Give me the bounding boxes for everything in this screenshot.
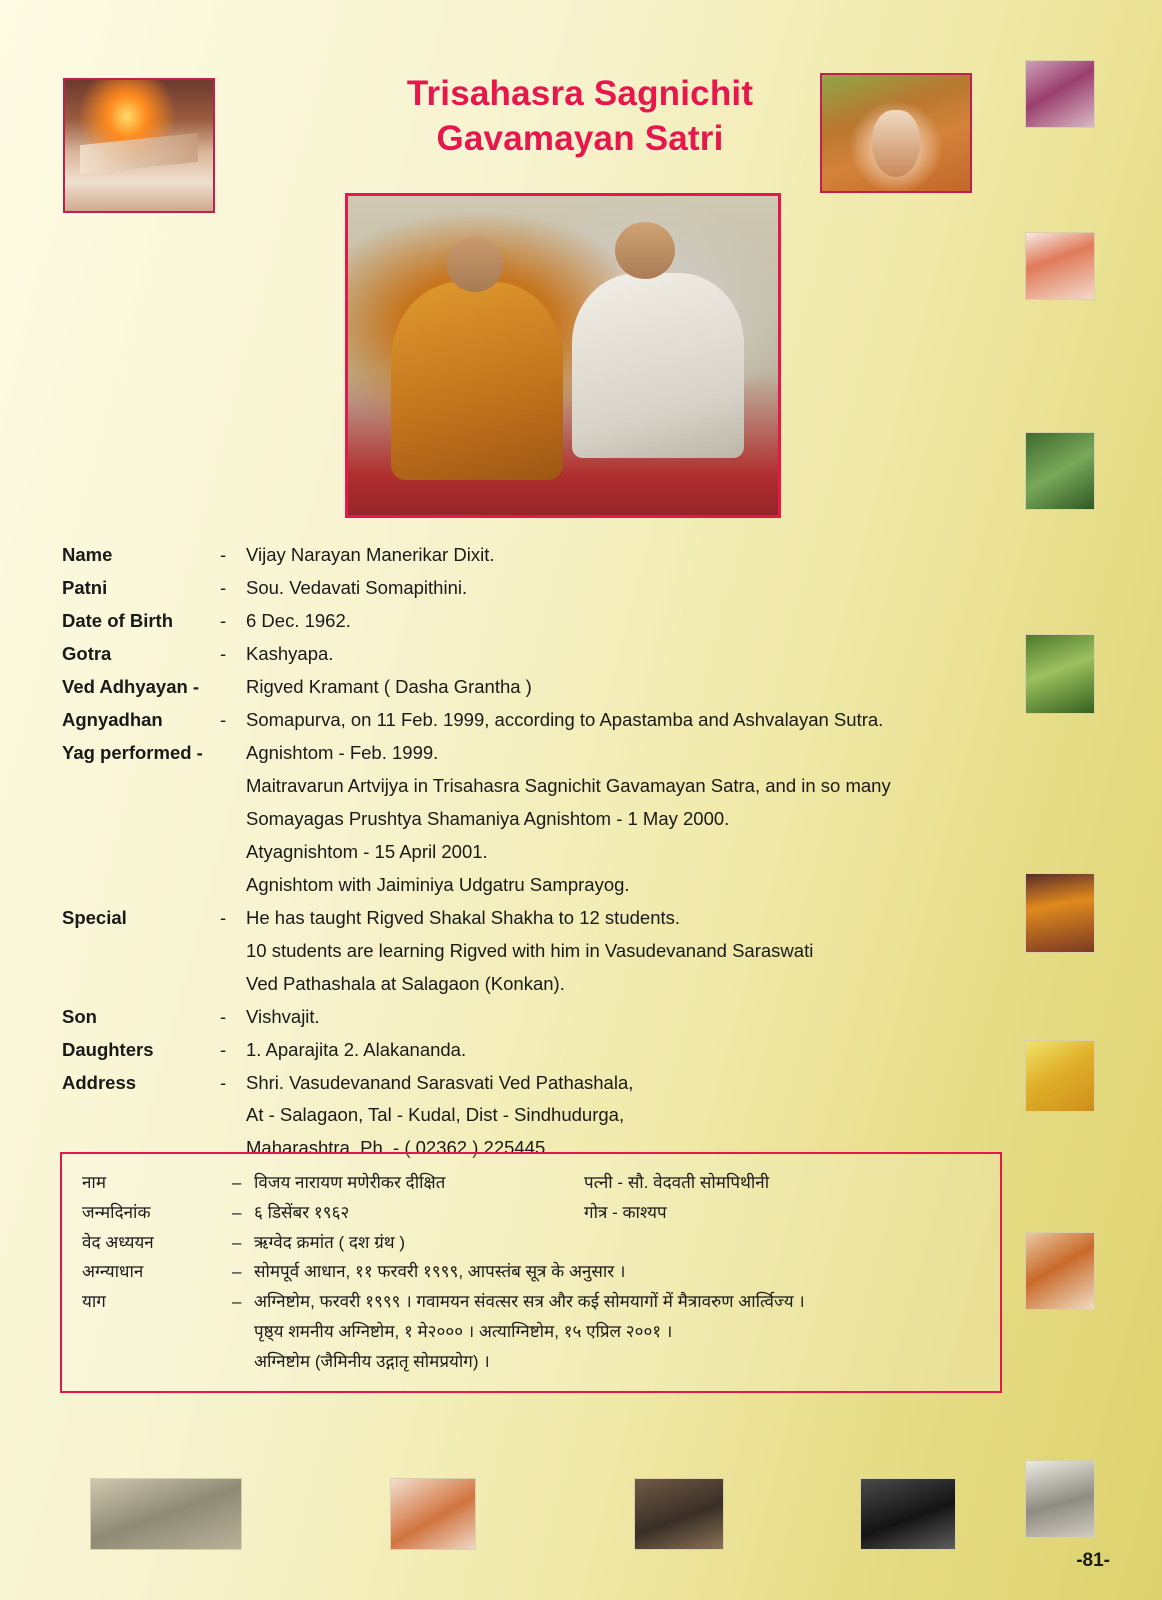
detail-value: 1. Aparajita 2. Alakananda.	[246, 1038, 467, 1060]
special-continuation-line: Ved Pathashala at Salagaon (Konkan).	[246, 972, 565, 994]
detail-label: Patni	[62, 576, 108, 598]
detail-row-special	[62, 903, 1002, 933]
devanagari-row-dob	[82, 1198, 980, 1228]
devanagari-value-secondary: पत्नी - सौ. वेदवती सोमपिथीनी	[584, 1173, 770, 1192]
detail-value: Rigved Kramant ( Dasha Grantha )	[246, 675, 532, 697]
detail-label: Ved Adhyayan -	[62, 675, 200, 697]
portrait-head-left	[447, 237, 503, 291]
devanagari-row-name	[82, 1168, 980, 1198]
detail-dash: -	[220, 708, 227, 730]
yag-continuation-line: Atyagnishtom - 15 April 2001.	[246, 840, 488, 862]
detail-dash: -	[220, 544, 227, 565]
title-line-1: Trisahasra Sagnichit	[406, 74, 754, 113]
detail-row-patni	[62, 573, 1002, 603]
detail-dash: -	[220, 1005, 227, 1027]
portrait-figure-right	[572, 273, 744, 458]
address-continuation-line: Maharashtra. Ph. - ( 02362 ) 225445	[246, 1137, 546, 1159]
detail-row-daughters	[62, 1035, 1002, 1065]
detail-label: Name	[62, 544, 113, 565]
cow-face-thumbnail	[390, 1478, 476, 1550]
title-line-2: Gavamayan Satri	[436, 118, 724, 158]
devanagari-row-yag	[82, 1287, 980, 1317]
devanagari-row-agnyadhan	[82, 1257, 980, 1287]
portrait-figure-left	[391, 282, 563, 480]
address-continuation-line: At - Salagaon, Tal - Kudal, Dist - Sindhudurga,	[246, 1104, 625, 1126]
special-continuation-line: 10 students are learning Rigved with him in Vasudevanand Saraswati	[246, 939, 814, 961]
devanagari-dash: –	[232, 1292, 242, 1311]
detail-value: Kashyapa.	[246, 642, 334, 664]
detail-row-ved-adhyayan	[62, 672, 1002, 702]
detail-value: Vishvajit.	[246, 1005, 320, 1027]
portrait-head-right	[615, 222, 675, 279]
couple-portrait-photo	[345, 193, 781, 518]
devanagari-value-secondary: गोत्र - काश्यप	[584, 1202, 667, 1222]
detail-row-yag-performed	[62, 738, 1002, 768]
yajna-fire-photo	[63, 78, 215, 213]
detail-value: Shri. Vasudevanand Sarasvati Ved Pathashala,	[246, 1071, 634, 1093]
grass-thumbnail	[1025, 432, 1095, 510]
detail-label: Address	[62, 1071, 137, 1093]
crop-thumbnail	[1025, 634, 1095, 714]
devanagari-continuation-line: पृष्ठ्य शमनीय अग्निष्टोम, १ मे२००० । अत्याग्निष्टोम, १५ एप्रिल २००१ ।	[254, 1321, 673, 1341]
devanagari-value: ६ डिसेंबर १९६२	[254, 1202, 350, 1222]
buffalo-thumbnail	[634, 1478, 724, 1550]
horse-thumbnail	[1025, 1460, 1095, 1538]
devanagari-continuation-line: अग्निष्टोम (जैमिनीय उद्गातृ सोमप्रयोग) ।	[254, 1351, 490, 1371]
detail-dash: -	[220, 1071, 227, 1093]
devanagari-value: अग्निष्टोम, फरवरी १९९९ । गवामयन संवत्सर सत्र और कई सोमयागों में मैत्रावरुण आर्त्विज्य ।	[254, 1292, 805, 1311]
detail-label: Yag performed -	[62, 741, 203, 763]
detail-dash: -	[220, 1038, 227, 1060]
devanagari-label: अग्न्याधान	[82, 1262, 144, 1282]
detail-row-agnyadhan	[62, 705, 1002, 735]
ritual-vessel-thumbnail	[1025, 232, 1095, 300]
detail-value: Sou. Vedavati Somapithini.	[246, 576, 468, 598]
fire-altar-thumbnail	[1025, 873, 1095, 953]
detail-value: 6 Dec. 1962.	[246, 609, 351, 631]
detail-dash: -	[220, 906, 227, 928]
detail-dash: -	[220, 576, 227, 598]
devanagari-summary-box	[60, 1152, 1002, 1393]
detail-dash: -	[220, 609, 227, 631]
detail-label: Gotra	[62, 642, 112, 664]
devanagari-value: ऋग्वेद क्रमांत ( दश ग्रंथ )	[254, 1232, 406, 1252]
detail-row-address	[62, 1068, 1002, 1098]
detail-dash: -	[220, 642, 227, 664]
devanagari-row-ved-adhyayan	[82, 1228, 980, 1258]
detail-label: Son	[62, 1005, 97, 1027]
detail-value: Somapurva, on 11 Feb. 1999, according to Apastamba and Ashvalayan Sutra.	[246, 708, 884, 730]
devanagari-value: विजय नारायण मणेरीकर दीक्षित	[254, 1173, 446, 1192]
devanagari-label: जन्मदिनांक	[82, 1202, 151, 1222]
detail-value: Agnishtom - Feb. 1999.	[246, 741, 439, 763]
devanagari-label: नाम	[82, 1173, 107, 1192]
detail-row-name	[62, 540, 1002, 570]
detail-label: Daughters	[62, 1038, 154, 1060]
yag-continuation-line: Somayagas Prushtya Shamaniya Agnishtom - 1 May 2000.	[246, 807, 730, 829]
calf-thumbnail	[1025, 1232, 1095, 1310]
biography-details	[62, 540, 1002, 1166]
devanagari-value: सोमपूर्व आधान, ११ फरवरी १९९९, आपस्तंब सूत्र के अनुसार ।	[254, 1262, 626, 1282]
devanagari-label: वेद अध्ययन	[82, 1232, 154, 1252]
black-horse-thumbnail	[860, 1478, 956, 1550]
detail-row-gotra	[62, 639, 1002, 669]
vessel-pot-thumbnail	[1025, 1040, 1095, 1112]
page-number: -81-	[1076, 1550, 1110, 1571]
cart-thumbnail	[90, 1478, 242, 1550]
devanagari-dash: –	[232, 1262, 242, 1282]
detail-row-date-of-birth	[62, 606, 1002, 636]
devanagari-dash: –	[232, 1173, 242, 1192]
detail-label: Date of Birth	[62, 609, 173, 631]
page-title	[300, 72, 860, 162]
detail-row-son	[62, 1002, 1002, 1032]
detail-label: Special	[62, 906, 127, 928]
yag-continuation-line: Maitravarun Artvijya in Trisahasra Sagnichit Gavamayan Satra, and in so many	[246, 774, 891, 796]
cow-photo	[820, 73, 972, 193]
detail-label: Agnyadhan	[62, 708, 163, 730]
detail-value: Vijay Narayan Manerikar Dixit.	[246, 544, 495, 565]
devanagari-label: याग	[82, 1292, 106, 1311]
yag-continuation-line: Agnishtom with Jaiminiya Udgatru Samprayog.	[246, 873, 630, 895]
pillar-thumbnail	[1025, 60, 1095, 128]
devanagari-dash: –	[232, 1202, 242, 1222]
devanagari-dash: –	[232, 1232, 242, 1252]
detail-value: He has taught Rigved Shakal Shakha to 12 students.	[246, 906, 681, 928]
